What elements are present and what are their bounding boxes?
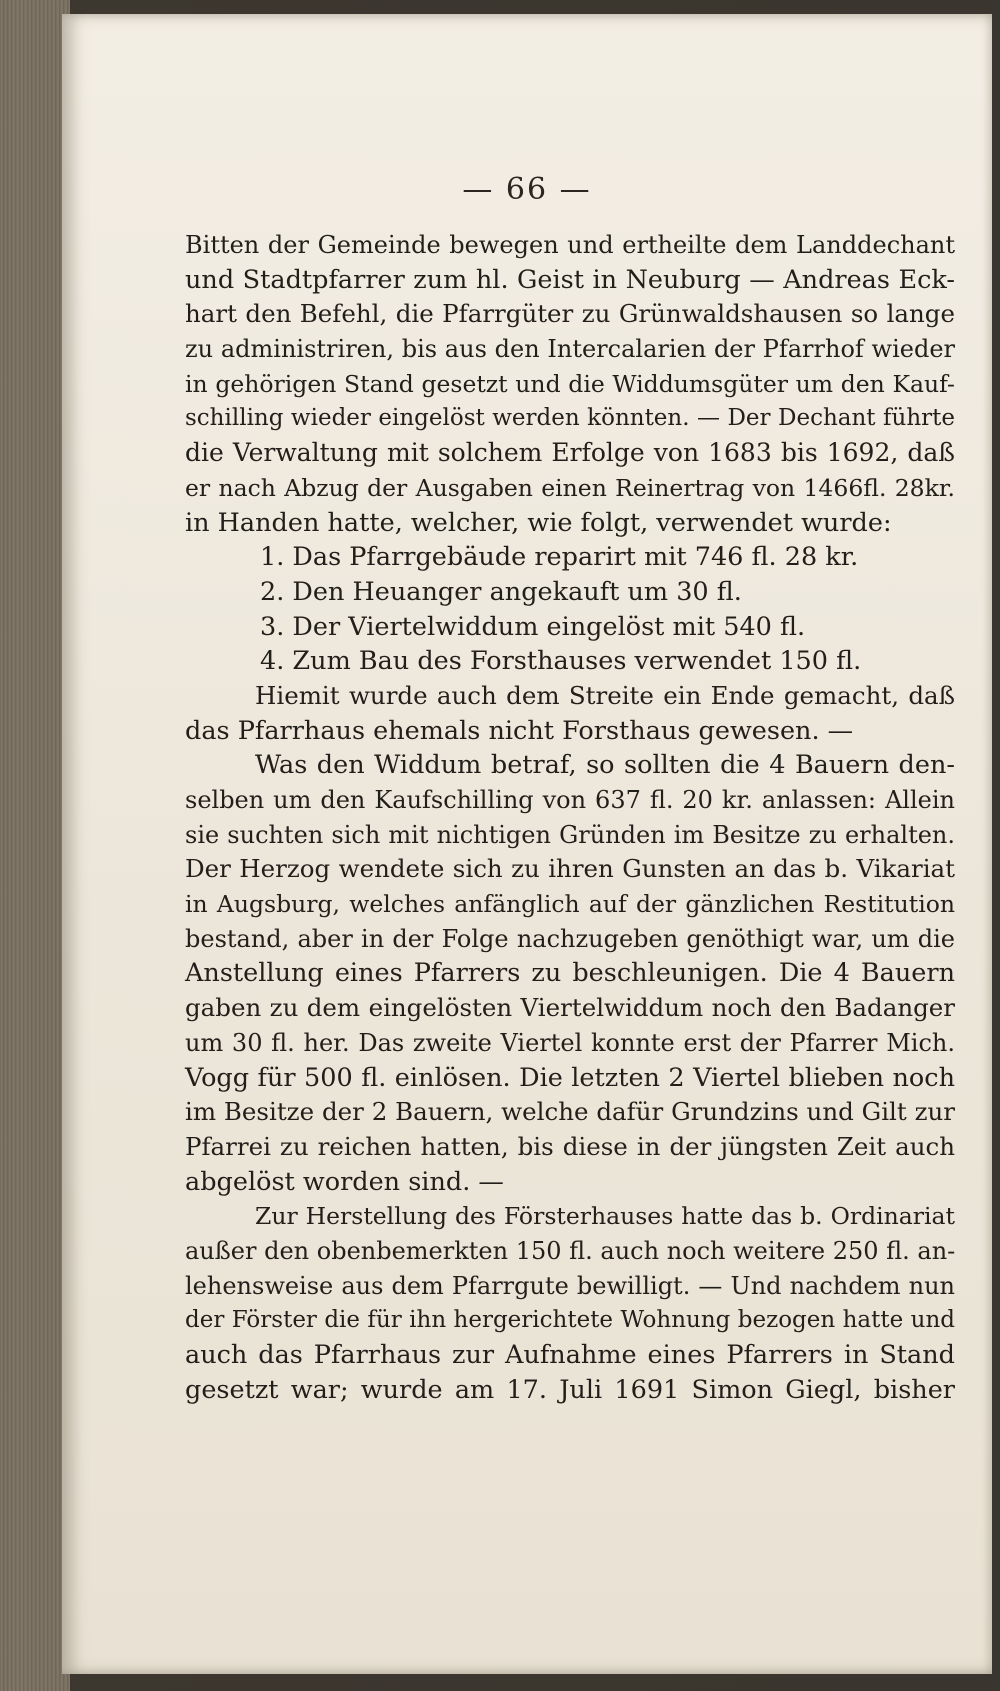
text-line: in gehörigen Stand gesetzt und die Widdumsgüter um den Kauf- [185,369,955,398]
text-line: das Pfarrhaus ehemals nicht Forsthaus gewesen. — [185,715,854,746]
text-line: sie suchten sich mit nichtigen Gründen im Besitze zu erhalten. [185,820,955,849]
list-item: 2. Den Heuanger angekauft um 30 fl. [260,576,742,607]
text-line: Was den Widdum betraf, so sollten die 4 Bauern den- [255,750,955,781]
text-line: Bitten der Gemeinde bewegen und ertheilte dem Landdechant [185,231,955,259]
book-edge [0,0,70,1691]
text-line: lehensweise aus dem Pfarrgute bewilligt. — Und nachdem nun [185,1271,955,1300]
text-line: Anstellung eines Pfarrers zu beschleunigen. Die 4 Bauern [185,958,955,989]
text-line: außer den obenbemerkten 150 fl. auch noch weitere 250 fl. an- [185,1236,956,1265]
list-item: 4. Zum Bau des Forsthauses verwendet 150 fl. [260,646,862,677]
text-line: in Augsburg, welches anfänglich auf der gänzlichen Restitution [185,890,955,919]
text-line: in Handen hatte, welcher, wie folgt, verwendet wurde: [185,507,892,538]
list-item: 1. Das Pfarrgebäude reparirt mit 746 fl. 28 kr. [260,542,859,573]
text-line: der Förster die für ihn hergerichtete Wohnung bezogen hatte und [185,1307,955,1334]
text-line: im Besitze der 2 Bauern, welche dafür Grundzins und Gilt zur [185,1097,955,1127]
text-line: Der Herzog wendete sich zu ihren Gunsten an das b. Vikariat [185,854,955,884]
text-line: abgelöst worden sind. — [185,1166,504,1197]
text-line: Zur Herstellung des Försterhauses hatte das b. Ordinariat [255,1202,955,1231]
text-line: selben um den Kaufschilling von 637 fl. 20 kr. anlassen: Allein [185,786,955,814]
text-line: um 30 fl. her. Das zweite Viertel konnte erst der Pfarrer Mich. [185,1028,955,1057]
body-text [185,228,955,1407]
text-line: Pfarrei zu reichen hatten, bis diese in der jüngsten Zeit auch [185,1131,955,1161]
text-line: die Verwaltung mit solchem Erfolge von 1683 bis 1692, daß [185,438,955,468]
text-line: Vogg für 500 fl. einlösen. Die letzten 2 Viertel blieben noch [185,1062,955,1093]
text-line: zu administriren, bis aus den Intercalarien der Pfarrhof wieder [185,335,955,364]
list-item: 3. Der Viertelwiddum eingelöst mit 540 fl. [260,611,806,642]
text-line: auch das Pfarrhaus zur Aufnahme eines Pfarrers in Stand [185,1340,955,1370]
text-line: hart den Befehl, die Pfarrgüter zu Grünwaldshausen so lange [185,299,955,329]
text-line: und Stadtpfarrer zum hl. Geist in Neuburg — Andreas Eck- [185,264,955,295]
page-number: — 66 — [462,172,592,207]
text-line: Hiemit wurde auch dem Streite ein Ende gemacht, daß [255,680,955,710]
text-line: schilling wieder eingelöst werden könnten. — Der Dechant führte [185,405,955,432]
text-line: gaben zu dem eingelösten Viertelwiddum noch den Badanger [185,993,955,1023]
text-line: gesetzt war; wurde am 17. Juli 1691 Simon Giegl, bisher [185,1374,955,1405]
text-line: er nach Abzug der Ausgaben einen Reinertrag von 1466fl. 28kr. [185,473,955,502]
text-line: bestand, aber in der Folge nachzugeben genöthigt war, um die [185,924,955,953]
